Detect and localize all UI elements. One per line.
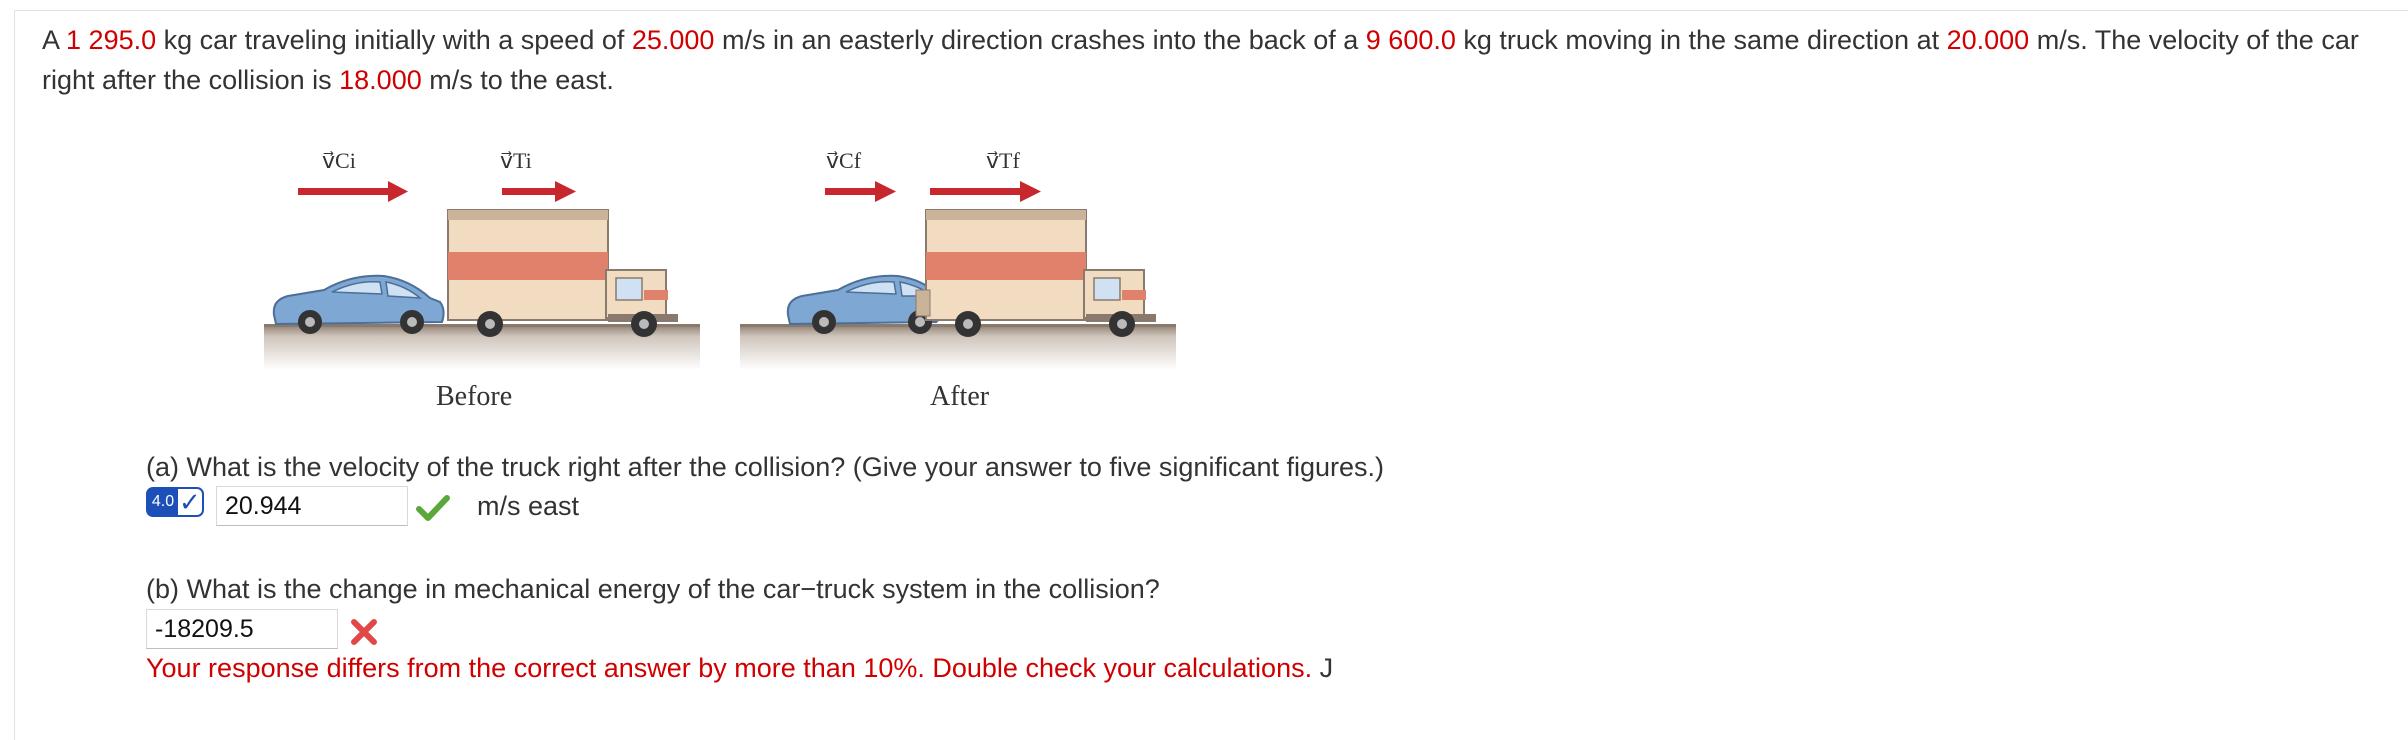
answer-a-unit: m/s east xyxy=(477,491,580,521)
score-badge[interactable] xyxy=(146,487,204,517)
label-v-cf: v⃗Cf xyxy=(826,148,862,173)
arrow-v-ci xyxy=(298,181,408,202)
label-v-tf: v⃗Tf xyxy=(986,148,1020,173)
problem-statement: A 1 295.0 kg car traveling initially with a speed of 25.000 m/s in an easterly direction crashes into the back of a 9 600.0 kg truck moving in the same direction at 20.000 m/s. The velocity of the car right after the collision is 18.000 m/s to the east. xyxy=(42,25,2359,95)
truck-initial-speed-value: 20.000 xyxy=(1946,25,2030,55)
truck-before xyxy=(448,210,678,337)
arrow-v-tf xyxy=(930,181,1041,202)
feedback-message: Your response differs from the correct answer by more than 10%. Double check your calculations. J xyxy=(146,653,1334,683)
question-a: (a) What is the velocity of the truck right after the collision? (Give your answer to five significant figures.) xyxy=(146,452,1385,482)
car-mass-value: 1 295.0 xyxy=(66,25,157,55)
top-divider xyxy=(14,10,2408,11)
arrow-v-cf xyxy=(825,181,896,202)
truck-mass-value: 9 600.0 xyxy=(1365,25,1456,55)
label-v-ci: v⃗Ci xyxy=(322,148,356,173)
collision-figure xyxy=(260,140,1180,425)
answer-b-input[interactable]: -18209.5 xyxy=(146,609,338,649)
badge-check-icon: ✓ xyxy=(179,487,201,517)
check-icon xyxy=(416,494,450,522)
caption-before: Before xyxy=(436,381,513,412)
answer-a-input[interactable]: 20.944 xyxy=(216,486,408,526)
arrow-v-ti xyxy=(502,181,576,202)
feedback-unit: J xyxy=(1312,653,1334,683)
truck-after xyxy=(916,210,1156,337)
score-badge-number: 4.0 xyxy=(148,489,178,515)
x-icon xyxy=(350,618,378,646)
question-b: (b) What is the change in mechanical energy of the car−truck system in the collision? xyxy=(146,574,1160,604)
left-divider xyxy=(14,10,15,740)
car-final-speed-value: 18.000 xyxy=(339,65,422,95)
label-v-ti: v⃗Ti xyxy=(500,148,532,173)
car-initial-speed-value: 25.000 xyxy=(631,25,715,55)
caption-after: After xyxy=(930,381,990,412)
